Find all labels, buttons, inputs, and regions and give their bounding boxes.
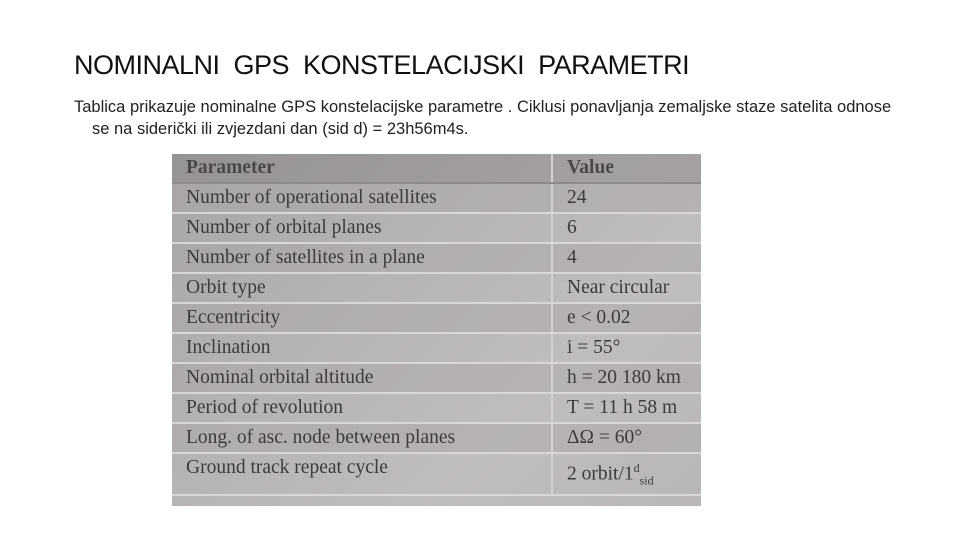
- table-row: [172, 333, 701, 363]
- slide-title: NOMINALNI GPS KONSTELACIJSKI PARAMETRI: [74, 50, 690, 80]
- table-row: [172, 183, 701, 213]
- table-row: [172, 393, 701, 423]
- table-row: [172, 243, 701, 273]
- row-parameter: Number of orbital planes: [172, 213, 552, 243]
- row-parameter: Orbit type: [172, 273, 552, 303]
- row-value-sub: sid: [639, 473, 654, 488]
- table-row: [172, 273, 701, 303]
- row-parameter: Nominal orbital altitude: [172, 363, 552, 393]
- row-value: 6: [552, 213, 701, 243]
- table-row: [172, 453, 701, 495]
- row-parameter: Long. of asc. node between planes: [172, 423, 552, 453]
- gps-parameters-table: [172, 154, 701, 496]
- row-value: 24: [552, 183, 701, 213]
- table-row: [172, 303, 701, 333]
- table-row: [172, 363, 701, 393]
- row-parameter: Inclination: [172, 333, 552, 363]
- row-value: h = 20 180 km: [552, 363, 701, 393]
- row-value: T = 11 h 58 m: [552, 393, 701, 423]
- row-parameter: Number of operational satellites: [172, 183, 552, 213]
- row-parameter: Ground track repeat cycle: [172, 453, 552, 495]
- row-parameter: Period of revolution: [172, 393, 552, 423]
- table-header-row: [172, 154, 701, 183]
- table-photo: [172, 154, 701, 506]
- row-parameter: Eccentricity: [172, 303, 552, 333]
- table-row: [172, 423, 701, 453]
- row-value: i = 55°: [552, 333, 701, 363]
- row-value: ΔΩ = 60°: [552, 423, 701, 453]
- row-parameter: Number of satellites in a plane: [172, 243, 552, 273]
- row-value: e < 0.02: [552, 303, 701, 333]
- row-value: 4: [552, 243, 701, 273]
- row-value-sup: d: [633, 461, 640, 475]
- row-value: [552, 453, 701, 495]
- header-parameter: Parameter: [172, 154, 552, 183]
- intro-paragraph: Tablica prikazuje nominalne GPS konstelacijske parametre . Ciklusi ponavljanja zemaljske staze satelita odnose se na siderički ili zvjezdani dan (sid d) = 23h56m4s.: [74, 98, 892, 138]
- header-value: Value: [552, 154, 701, 183]
- table-row: [172, 213, 701, 243]
- row-value-main: 2 orbit/1: [567, 463, 634, 485]
- row-value: Near circular: [552, 273, 701, 303]
